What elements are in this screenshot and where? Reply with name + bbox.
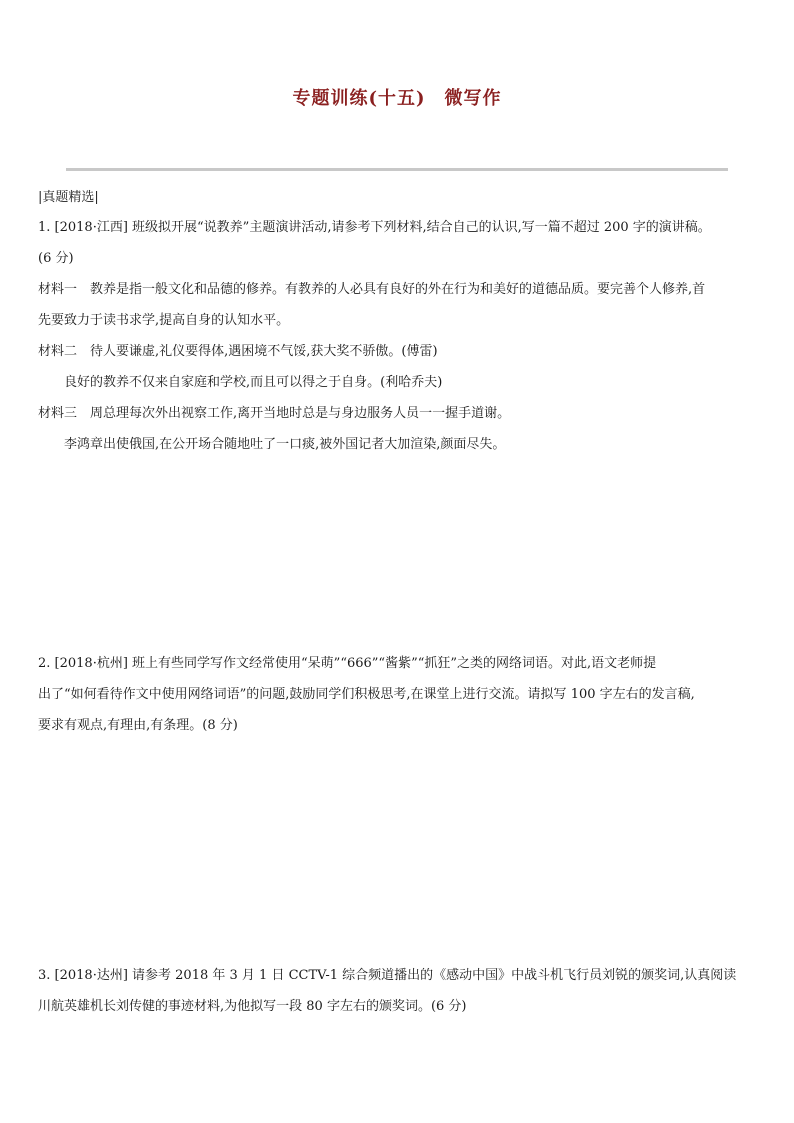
title-divider [66,168,728,171]
q2-prompt-line1: 2. [2018·杭州] 班上有些同学写作文经常使用“呆萌”“666”“酱紫”“抓狂”之类的网络词语。对此,语文老师提 [38,656,657,671]
page-title: 专题训练(十五) 微写作 [292,88,502,109]
q3-prompt-line1: 3. [2018·达州] 请参考 2018 年 3 月 1 日 CCTV-1 综合频道播出的《感动中国》中战斗机飞行员刘锐的颁奖词,认真阅读 [38,968,737,983]
q1-material2-line2: 良好的教养不仅来自家庭和学校,而且可以得之于自身。(利哈乔夫) [64,375,443,390]
q1-material3-line2: 李鸿章出使俄国,在公开场合随地吐了一口痰,被外国记者大加渲染,颜面尽失。 [64,437,506,452]
q1-material2-line1: 材料二 待人要谦虚,礼仪要得体,遇困境不气馁,获大奖不骄傲。(傅雷) [38,344,438,359]
q3-prompt-line2: 川航英雄机长刘传健的事迹材料,为他拟写一段 80 字左右的颁奖词。(6 分) [38,999,467,1014]
q1-material1-line1: 材料一 教养是指一般文化和品德的修养。有教养的人必具有良好的外在行为和美好的道德品质。要完善个人修养,首 [38,282,706,297]
q1-prompt-line2: (6 分) [38,251,74,266]
section-label: |真题精选| [38,190,99,205]
q1-material3-line1: 材料三 周总理每次外出视察工作,离开当地时总是与身边服务人员一一握手道谢。 [38,406,511,421]
q1-material1-line2: 先要致力于读书求学,提高自身的认知水平。 [38,313,290,328]
q2-prompt-line2: 出了“如何看待作文中使用网络词语”的问题,鼓励同学们积极思考,在课堂上进行交流。请拟写 100 字左右的发言稿, [38,687,695,702]
q2-prompt-line3: 要求有观点,有理由,有条理。(8 分) [38,718,238,733]
q1-prompt-line1: 1. [2018·江西] 班级拟开展“说教养”主题演讲活动,请参考下列材料,结合自己的认识,写一篇不超过 200 字的演讲稿。 [38,220,711,235]
